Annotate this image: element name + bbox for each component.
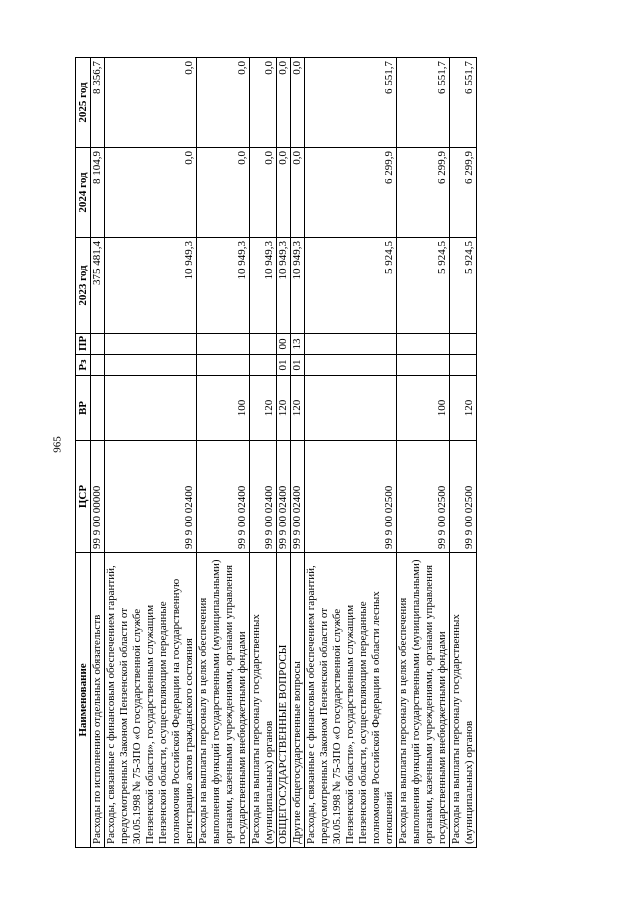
- cell-2025: 6 551,7: [397, 58, 450, 148]
- cell-csr: 99 9 00 00000: [91, 441, 105, 553]
- cell-2023: 10 949,3: [277, 238, 291, 334]
- cell-name: Другие общегосударственные вопросы: [291, 553, 305, 848]
- cell-2023: 375 481,4: [91, 238, 105, 334]
- cell-name: Расходы, связанные с финансовым обеспечением гарантий, предусмотренных Законом Пензенской области от 30.05.1998 № 75-ЗПО «О государственной службе Пензенской области», государственным служащим Пензенской области, осуществляющим переданные полномочия Российской Федерации на государственную регистрацию актов гражданского состояния: [105, 553, 197, 848]
- cell-csr: 99 9 00 02400: [197, 441, 250, 553]
- cell-csr: 99 9 00 02400: [250, 441, 277, 553]
- cell-vr: 120: [450, 376, 477, 441]
- cell-vr: 100: [397, 376, 450, 441]
- cell-csr: 99 9 00 02400: [105, 441, 197, 553]
- header-pr: ПР: [76, 334, 91, 355]
- cell-2024: 0,0: [291, 148, 305, 238]
- cell-csr: 99 9 00 02400: [277, 441, 291, 553]
- cell-vr: [91, 376, 105, 441]
- cell-csr: 99 9 00 02500: [397, 441, 450, 553]
- table-row: [105, 58, 197, 848]
- cell-2025: 0,0: [250, 58, 277, 148]
- cell-vr: 120: [291, 376, 305, 441]
- cell-pr: [305, 334, 397, 355]
- cell-2025: 0,0: [277, 58, 291, 148]
- header-rz: Рз: [76, 355, 91, 376]
- cell-2024: 0,0: [197, 148, 250, 238]
- cell-rz: [91, 355, 105, 376]
- cell-2024: 0,0: [277, 148, 291, 238]
- header-csr: ЦСР: [76, 441, 91, 553]
- cell-2023: 10 949,3: [291, 238, 305, 334]
- cell-name: Расходы на выплаты персоналу в целях обеспечения выполнения функций государственными (муниципальными) органами, казенными учреждениями, органами управления государственными внебюджетными фондами: [397, 553, 450, 848]
- header-name: Наименование: [76, 553, 91, 848]
- page-number: 965: [51, 436, 64, 453]
- table-row: [450, 58, 477, 848]
- cell-pr: [250, 334, 277, 355]
- header-2024: 2024 год: [76, 148, 91, 238]
- cell-rz: [397, 355, 450, 376]
- cell-rz: [305, 355, 397, 376]
- cell-vr: 120: [277, 376, 291, 441]
- cell-2024: 6 299,9: [397, 148, 450, 238]
- header-vr: ВР: [76, 376, 91, 441]
- cell-2025: 0,0: [291, 58, 305, 148]
- cell-pr: [397, 334, 450, 355]
- table-row: [397, 58, 450, 848]
- cell-2024: 0,0: [250, 148, 277, 238]
- cell-name: Расходы на выплаты персоналу государственных (муниципальных) органов: [250, 553, 277, 848]
- cell-rz: [450, 355, 477, 376]
- table-row: [305, 58, 397, 848]
- cell-2024: 0,0: [105, 148, 197, 238]
- cell-name: ОБЩЕГОСУДАРСТВЕННЫЕ ВОПРОСЫ: [277, 553, 291, 848]
- cell-2025: 0,0: [197, 58, 250, 148]
- cell-pr: [105, 334, 197, 355]
- cell-pr: 00: [277, 334, 291, 355]
- cell-name: Расходы на выплаты персоналу государственных (муниципальных) органов: [450, 553, 477, 848]
- cell-2023: 10 949,3: [250, 238, 277, 334]
- cell-vr: 120: [250, 376, 277, 441]
- cell-2023: 5 924,5: [397, 238, 450, 334]
- cell-rz: 01: [291, 355, 305, 376]
- cell-csr: 99 9 00 02500: [450, 441, 477, 553]
- cell-rz: [197, 355, 250, 376]
- cell-rz: [105, 355, 197, 376]
- cell-pr: [91, 334, 105, 355]
- table-row: [91, 58, 105, 848]
- table-row: [250, 58, 277, 848]
- table-row: [197, 58, 250, 848]
- cell-2025: 0,0: [105, 58, 197, 148]
- cell-vr: [305, 376, 397, 441]
- header-2025: 2025 год: [76, 58, 91, 148]
- cell-name: Расходы по исполнению отдельных обязательств: [91, 553, 105, 848]
- cell-2025: 8 356,7: [91, 58, 105, 148]
- budget-table: [75, 57, 477, 848]
- cell-2025: 6 551,7: [450, 58, 477, 148]
- cell-name: Расходы, связанные с финансовым обеспечением гарантий, предусмотренных Законом Пензенской области от 30.05.1998 № 75-ЗПО «О государственной службе Пензенской области», государственным служащим Пензенской области, осуществляющим переданные полномочия Российской Федерации в области лесных отношений: [305, 553, 397, 848]
- header-2023: 2023 год: [76, 238, 91, 334]
- rotated-page-content: [75, 58, 570, 848]
- cell-2023: 5 924,5: [305, 238, 397, 334]
- cell-pr: 13: [291, 334, 305, 355]
- cell-rz: 01: [277, 355, 291, 376]
- table-header-row: [76, 58, 91, 848]
- cell-2024: 6 299,9: [450, 148, 477, 238]
- table-row: [291, 58, 305, 848]
- cell-2023: 10 949,3: [197, 238, 250, 334]
- cell-vr: [105, 376, 197, 441]
- cell-name: Расходы на выплаты персоналу в целях обеспечения выполнения функций государственными (муниципальными) органами, казенными учреждениями, органами управления государственными внебюджетными фондами: [197, 553, 250, 848]
- cell-2025: 6 551,7: [305, 58, 397, 148]
- table-row: [277, 58, 291, 848]
- cell-pr: [450, 334, 477, 355]
- cell-csr: 99 9 00 02400: [291, 441, 305, 553]
- cell-pr: [197, 334, 250, 355]
- cell-2023: 5 924,5: [450, 238, 477, 334]
- cell-2024: 6 299,9: [305, 148, 397, 238]
- cell-vr: 100: [197, 376, 250, 441]
- cell-rz: [250, 355, 277, 376]
- cell-2023: 10 949,3: [105, 238, 197, 334]
- cell-2024: 8 104,9: [91, 148, 105, 238]
- cell-csr: 99 9 00 02500: [305, 441, 397, 553]
